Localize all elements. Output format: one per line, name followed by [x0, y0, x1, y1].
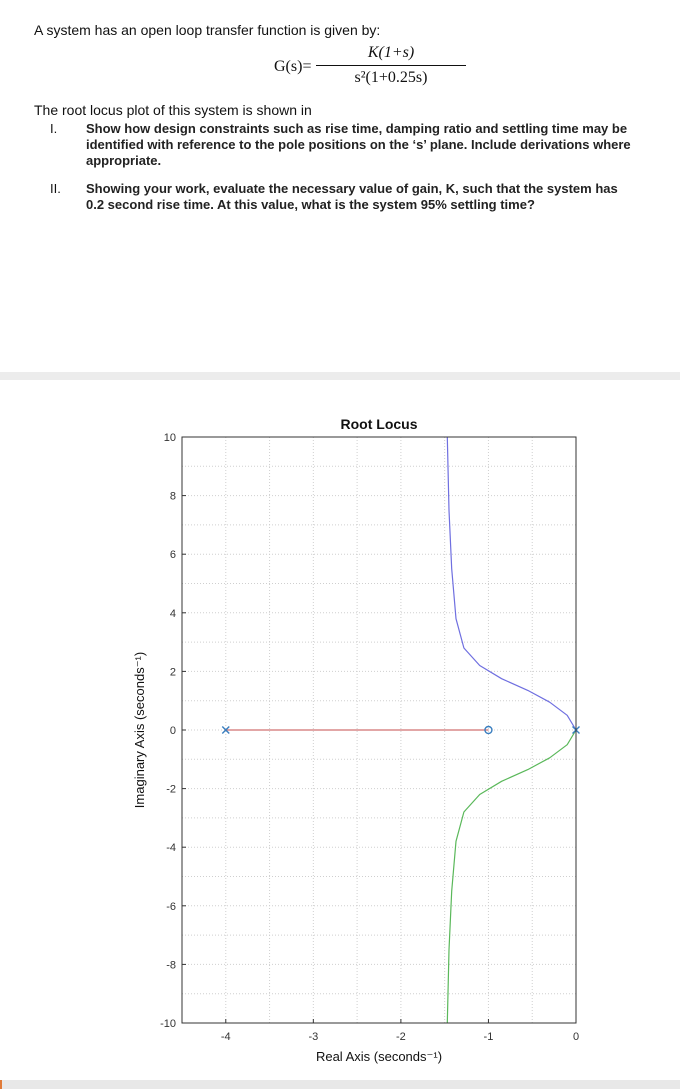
footer-band [0, 1080, 680, 1089]
question-1-number: I. [50, 121, 58, 136]
y-tick-label: 10 [163, 432, 176, 444]
question-1-line: appropriate. [86, 153, 162, 168]
locus-branch-1 [447, 437, 576, 730]
separator-band [0, 372, 680, 380]
x-tick-label: -4 [220, 1031, 231, 1043]
intro-text: A system has an open loop transfer function is given by: [34, 22, 381, 38]
x-tick-label: -1 [483, 1031, 494, 1043]
lead-text: The root locus plot of this system is shown in [34, 102, 312, 118]
fraction-bar [316, 65, 466, 66]
question-2-line: Showing your work, evaluate the necessary value of gain, K, such that the system has [86, 181, 618, 196]
question-2-line: 0.2 second rise time. At this value, what is the system 95% settling time? [86, 197, 535, 212]
locus-branch-2 [447, 730, 576, 1023]
question-1-text [86, 121, 671, 169]
y-tick-label: 2 [169, 666, 176, 679]
root-locus-figure [0, 380, 680, 1080]
question-1-line: identified with reference to the pole positions on the ‘s’ plane. Include derivations where [86, 137, 631, 152]
footer-mark [0, 1080, 2, 1089]
x-tick-label: -3 [308, 1031, 319, 1043]
x-axis-label: Real Axis (seconds⁻¹) [315, 1049, 443, 1064]
question-2-number: II. [50, 181, 61, 196]
chart-title: Root Locus [340, 416, 418, 432]
y-tick-label: -10 [160, 1018, 176, 1030]
question-1-line: Show how design constraints such as rise time, damping ratio and settling time may be [86, 121, 628, 136]
y-tick-label: -4 [166, 842, 176, 855]
y-tick-label: -8 [166, 959, 176, 972]
y-tick-label: -6 [166, 900, 176, 913]
formula-numerator: K(1+s) [367, 44, 415, 61]
x-tick-label: -2 [395, 1031, 406, 1043]
axis-ticks [160, 432, 579, 1043]
question-2-text [86, 181, 671, 213]
y-tick-label: 6 [169, 549, 176, 562]
y-tick-label: -2 [166, 783, 176, 796]
question-document [0, 0, 680, 372]
y-tick-label: 0 [169, 725, 176, 737]
formula-lhs: G(s)= [274, 58, 312, 75]
y-tick-label: 8 [169, 490, 176, 503]
y-axis-label: Imaginary Axis (seconds⁻¹) [132, 651, 147, 809]
x-tick-label: 0 [572, 1031, 580, 1043]
y-tick-label: 4 [169, 607, 176, 620]
root-locus-chart [0, 380, 680, 1080]
formula-denominator: s²(1+0.25s) [354, 69, 428, 86]
